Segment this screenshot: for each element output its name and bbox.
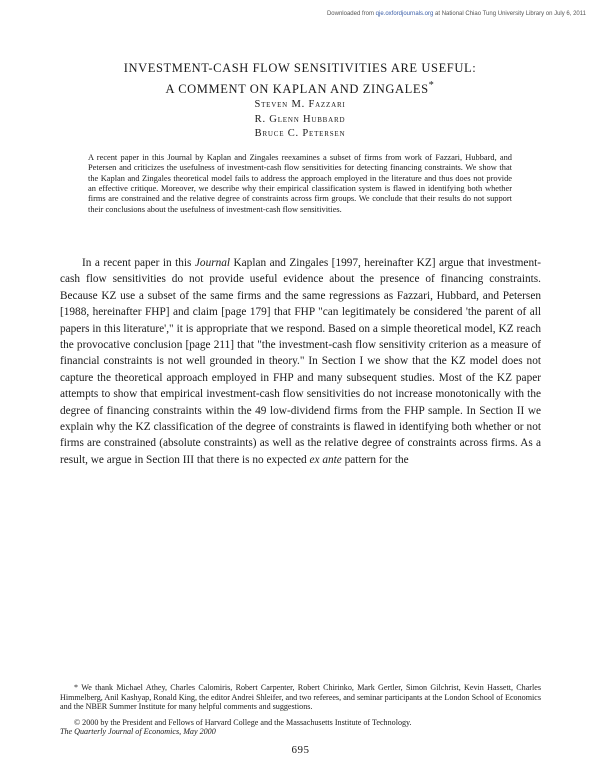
- footnotes: [60, 683, 541, 743]
- author-3: Bruce C. Petersen: [254, 128, 346, 139]
- acknowledgement-footnote: * We thank Michael Athey, Charles Calomiris, Robert Carpenter, Robert Chirinko, Mark Gertler, Simon Gilchrist, Kevin Hassett, Charles Himmelberg, Anil Kashyap, Ronald King, the editor Andrei Shleifer, and two referees, and seminar participants at the London School of Economics and the NBER Summer Institute for many helpful comments and suggestions.: [60, 683, 541, 712]
- page-number: 695: [291, 744, 310, 756]
- author-list: [60, 98, 540, 142]
- author-1: Steven M. Fazzari: [254, 99, 346, 110]
- journal-link[interactable]: qje.oxfordjournals.org: [375, 11, 434, 17]
- author-2: R. Glenn Hubbard: [254, 113, 346, 125]
- title-line-2: A COMMENT ON KAPLAN AND ZINGALES*: [165, 80, 435, 97]
- copyright-line: © 2000 by the President and Fellows of Harvard College and the Massachusetts Institute of Technology. The Quarterly Journal of Economics, May 2000: [60, 717, 412, 737]
- abstract: A recent paper in this Journal by Kaplan and Zingales reexamines a subset of firms from work of Fazzari, Hubbard, and Petersen and criticizes the usefulness of investment-cash flow sensitivities for detecting financing constraints. We show that the Kaplan and Zingales theoretical model fails to address the approach employed in the literature and thus does not provide an effective critique. Moreover, we describe why their empirical classification system is flawed in identifying both whether firms are constrained and the relative degree of constraints across firm groups. We conclude that their results do not support their conclusions about the usefulness of investment-cash flow sensitivities.: [88, 153, 512, 214]
- paper-title: [60, 60, 540, 98]
- download-notice: Downloaded from qje.oxfordjournals.org at National Chiao Tung University Library on July 6, 2011: [326, 11, 586, 17]
- title-line-1: INVESTMENT-CASH FLOW SENSITIVITIES ARE USEFUL:: [123, 61, 477, 75]
- body-paragraph: In a recent paper in this Journal Kaplan and Zingales [1997, hereinafter KZ] argue that investment-cash flow sensitivities do not provide useful evidence about the presence of financing constraints. Because KZ use a subset of the same firms and the same regressions as Fazzari, Hubbard, and Petersen [1988, hereinafter FHP] and claim [page 179] that FHP "can legitimately be considered 'the parent of all papers in this literature'," it is appropriate that we respond. Based on a simple theoretical model, KZ reach the provocative conclusion [page 211] that "the investment-cash flow sensitivity criterion as a measure of financial constraints is not well grounded in theory." In Section I we show that the KZ model does not capture the theoretical approach employed in FHP and many subsequent studies. Most of the KZ paper attempts to show that empirical investment-cash flow sensitivities do not increase monotonically with the degree of financing constraints within the 49 low-dividend firms from the FHP sample. In Section II we explain why the KZ classification of the degree of constraints is flawed in identifying both whether or not firms are constrained (absolute constraints) as well as the relative degree of constraints across firms. As a result, we argue in Section III that there is no expected ex ante pattern for the: [60, 257, 541, 466]
